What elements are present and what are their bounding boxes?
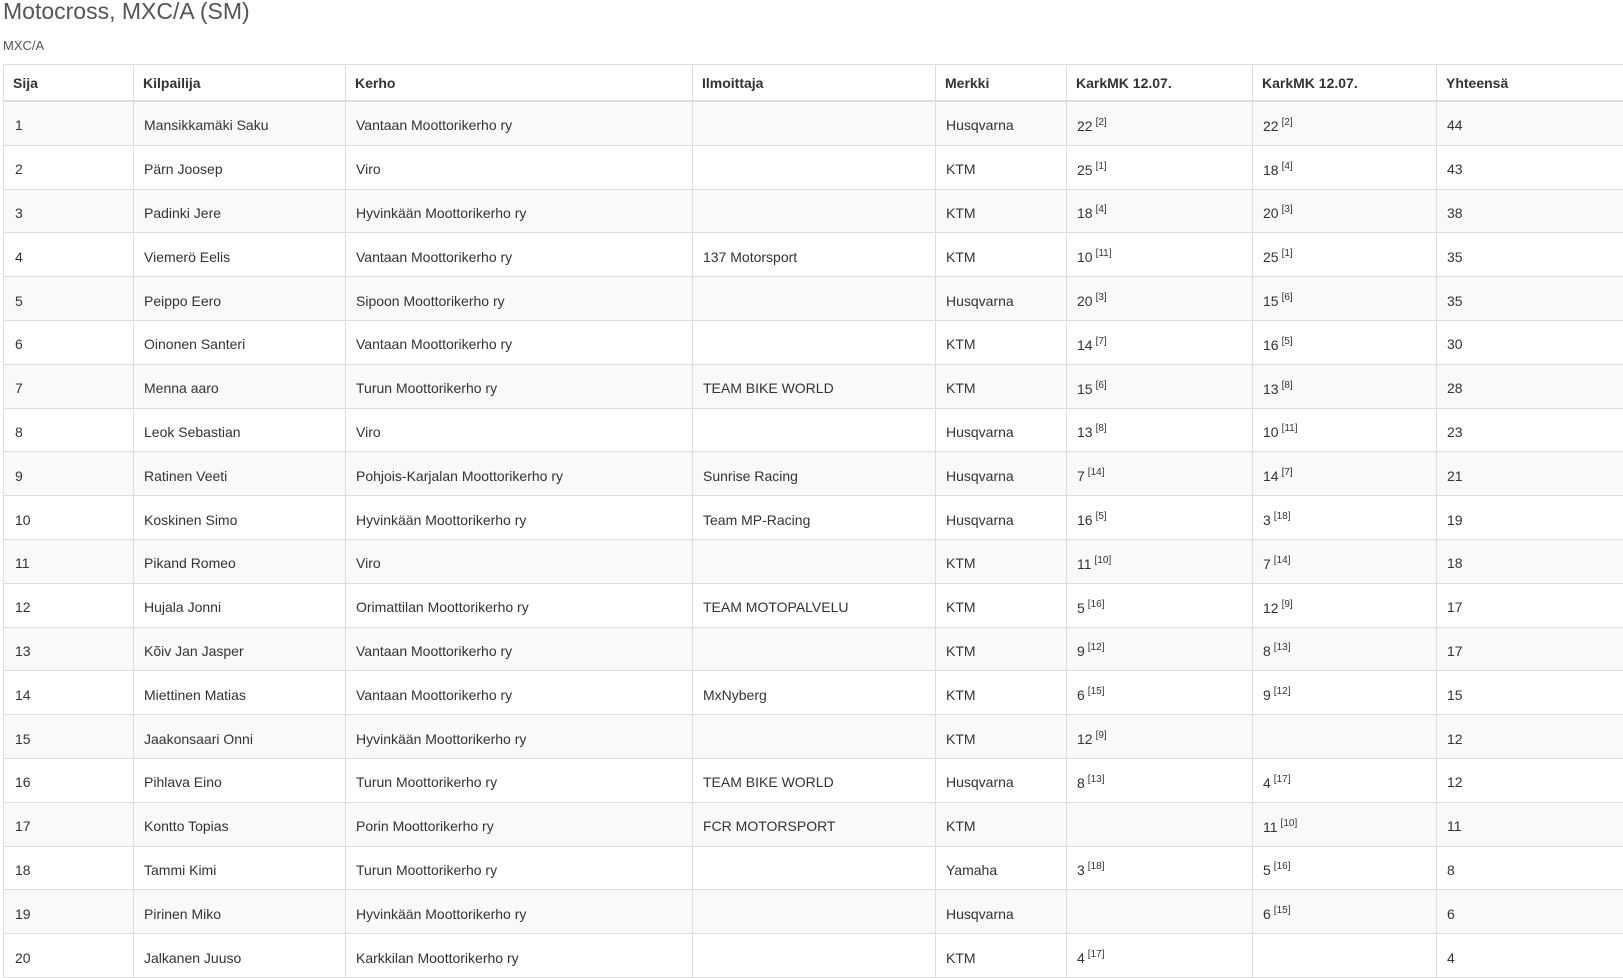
cell-entrant (693, 145, 936, 189)
cell-brand: Husqvarna (936, 890, 1067, 934)
race-points: 13 (1263, 381, 1279, 397)
cell-race-2 (1253, 320, 1437, 364)
cell-total-points: 6 (1437, 890, 1623, 934)
cell-rider-name: Pikand Romeo (134, 539, 346, 583)
cell-position: 4 (4, 233, 134, 277)
cell-position: 13 (4, 627, 134, 671)
race-points: 7 (1077, 468, 1085, 484)
cell-club: Viro (346, 408, 693, 452)
column-header-sija[interactable]: Sija (4, 65, 134, 102)
race-placement: [10] (1281, 818, 1298, 829)
cell-race-1 (1067, 320, 1253, 364)
cell-club: Karkkilan Moottorikerho ry (346, 934, 693, 978)
race-points: 10 (1263, 424, 1279, 440)
cell-club: Vantaan Moottorikerho ry (346, 101, 693, 145)
cell-race-1 (1067, 277, 1253, 321)
race-placement: [6] (1282, 292, 1293, 303)
table-body (4, 101, 1623, 977)
cell-position: 16 (4, 758, 134, 802)
page-title: Motocross, MXC/A (SM) (3, 0, 250, 25)
cell-race-1 (1067, 189, 1253, 233)
cell-brand: KTM (936, 233, 1067, 277)
cell-position: 14 (4, 671, 134, 715)
race-placement: [11] (1096, 248, 1112, 259)
cell-rider-name: Padinki Jere (134, 189, 346, 233)
cell-total-points: 19 (1437, 496, 1623, 540)
race-points: 20 (1263, 205, 1279, 221)
race-points: 20 (1077, 293, 1093, 309)
race-placement: [5] (1282, 336, 1293, 347)
race-placement: [7] (1096, 336, 1107, 347)
cell-club: Turun Moottorikerho ry (346, 364, 693, 408)
cell-total-points: 44 (1437, 101, 1623, 145)
cell-race-2 (1253, 890, 1437, 934)
table-row (4, 277, 1623, 321)
cell-race-1 (1067, 496, 1253, 540)
race-placement: [12] (1088, 642, 1105, 653)
race-placement: [14] (1088, 467, 1105, 478)
race-placement: [2] (1096, 117, 1107, 128)
race-placement: [14] (1274, 555, 1291, 566)
cell-race-2 (1253, 934, 1437, 978)
table-header (4, 65, 1623, 102)
table-row (4, 671, 1623, 715)
cell-entrant (693, 539, 936, 583)
race-placement: [8] (1096, 423, 1107, 434)
cell-club: Hyvinkään Moottorikerho ry (346, 496, 693, 540)
race-placement: [16] (1088, 599, 1105, 610)
table-row (4, 101, 1623, 145)
cell-race-2 (1253, 846, 1437, 890)
cell-race-2 (1253, 583, 1437, 627)
table-row (4, 320, 1623, 364)
column-header-kilpailija[interactable]: Kilpailija (134, 65, 346, 102)
cell-entrant: TEAM BIKE WORLD (693, 758, 936, 802)
cell-race-2 (1253, 671, 1437, 715)
cell-position: 11 (4, 539, 134, 583)
race-placement: [15] (1274, 905, 1291, 916)
cell-race-1 (1067, 715, 1253, 759)
cell-race-2 (1253, 802, 1437, 846)
cell-position: 10 (4, 496, 134, 540)
table-row (4, 145, 1623, 189)
cell-club: Vantaan Moottorikerho ry (346, 671, 693, 715)
table-row (4, 452, 1623, 496)
table-row (4, 233, 1623, 277)
race-placement: [11] (1282, 423, 1298, 434)
cell-race-2 (1253, 364, 1437, 408)
race-points: 15 (1077, 381, 1093, 397)
cell-brand: KTM (936, 320, 1067, 364)
cell-race-2 (1253, 758, 1437, 802)
race-points: 8 (1077, 775, 1085, 791)
column-header-race-1[interactable]: KarkMK 12.07. (1067, 65, 1253, 102)
race-points: 25 (1263, 249, 1279, 265)
cell-entrant (693, 320, 936, 364)
cell-position: 6 (4, 320, 134, 364)
cell-rider-name: Jalkanen Juuso (134, 934, 346, 978)
race-placement: [5] (1096, 511, 1107, 522)
race-placement: [7] (1282, 467, 1293, 478)
cell-race-2 (1253, 145, 1437, 189)
table-row (4, 627, 1623, 671)
race-points: 8 (1263, 643, 1271, 659)
cell-total-points: 8 (1437, 846, 1623, 890)
cell-entrant: FCR MOTORSPORT (693, 802, 936, 846)
race-points: 22 (1077, 118, 1093, 134)
cell-rider-name: Miettinen Matias (134, 671, 346, 715)
race-points: 4 (1077, 950, 1085, 966)
cell-club: Orimattilan Moottorikerho ry (346, 583, 693, 627)
cell-race-1 (1067, 890, 1253, 934)
cell-brand: KTM (936, 145, 1067, 189)
race-placement: [17] (1088, 949, 1105, 960)
cell-race-1 (1067, 452, 1253, 496)
race-placement: [4] (1096, 204, 1107, 215)
cell-position: 3 (4, 189, 134, 233)
race-points: 18 (1263, 162, 1279, 178)
column-header-yhteensa[interactable]: Yhteensä (1437, 65, 1623, 102)
cell-race-2 (1253, 233, 1437, 277)
cell-total-points: 11 (1437, 802, 1623, 846)
cell-race-1 (1067, 233, 1253, 277)
cell-race-2 (1253, 452, 1437, 496)
cell-entrant (693, 627, 936, 671)
race-points: 10 (1077, 249, 1093, 265)
race-points: 9 (1263, 687, 1271, 703)
column-header-kerho[interactable]: Kerho (346, 65, 693, 102)
cell-club: Vantaan Moottorikerho ry (346, 320, 693, 364)
cell-total-points: 18 (1437, 539, 1623, 583)
race-placement: [12] (1274, 686, 1291, 697)
cell-race-1 (1067, 539, 1253, 583)
race-placement: [18] (1274, 511, 1291, 522)
cell-total-points: 15 (1437, 671, 1623, 715)
cell-position: 5 (4, 277, 134, 321)
cell-rider-name: Tammi Kimi (134, 846, 346, 890)
race-placement: [1] (1096, 161, 1107, 172)
cell-club: Hyvinkään Moottorikerho ry (346, 890, 693, 934)
table-row (4, 364, 1623, 408)
column-header-merkki[interactable]: Merkki (936, 65, 1067, 102)
cell-brand: Yamaha (936, 846, 1067, 890)
cell-entrant (693, 277, 936, 321)
race-placement: [16] (1274, 861, 1291, 872)
cell-brand: Husqvarna (936, 758, 1067, 802)
cell-total-points: 17 (1437, 627, 1623, 671)
race-points: 16 (1263, 337, 1279, 353)
cell-position: 12 (4, 583, 134, 627)
cell-entrant: 137 Motorsport (693, 233, 936, 277)
cell-race-2 (1253, 496, 1437, 540)
race-placement: [3] (1096, 292, 1107, 303)
cell-club: Pohjois-Karjalan Moottorikerho ry (346, 452, 693, 496)
race-points: 6 (1263, 906, 1271, 922)
race-points: 14 (1263, 468, 1279, 484)
cell-race-2 (1253, 101, 1437, 145)
cell-brand: KTM (936, 189, 1067, 233)
cell-total-points: 23 (1437, 408, 1623, 452)
cell-total-points: 21 (1437, 452, 1623, 496)
cell-position: 1 (4, 101, 134, 145)
cell-club: Hyvinkään Moottorikerho ry (346, 715, 693, 759)
cell-rider-name: Pirinen Miko (134, 890, 346, 934)
race-points: 15 (1263, 293, 1279, 309)
cell-rider-name: Jaakonsaari Onni (134, 715, 346, 759)
table-row (4, 189, 1623, 233)
cell-rider-name: Kontto Topias (134, 802, 346, 846)
race-points: 11 (1077, 556, 1092, 572)
cell-race-2 (1253, 715, 1437, 759)
cell-race-2 (1253, 189, 1437, 233)
table-row (4, 496, 1623, 540)
cell-entrant: TEAM MOTOPALVELU (693, 583, 936, 627)
cell-position: 19 (4, 890, 134, 934)
class-subtitle: MXC/A (3, 38, 44, 53)
cell-brand: KTM (936, 715, 1067, 759)
cell-race-1 (1067, 671, 1253, 715)
race-points: 18 (1077, 205, 1093, 221)
cell-race-1 (1067, 583, 1253, 627)
race-points: 9 (1077, 643, 1085, 659)
results-table-container (3, 64, 1623, 978)
cell-rider-name: Menna aaro (134, 364, 346, 408)
cell-brand: Husqvarna (936, 408, 1067, 452)
table-row (4, 758, 1623, 802)
cell-club: Viro (346, 539, 693, 583)
cell-total-points: 4 (1437, 934, 1623, 978)
race-points: 3 (1263, 512, 1271, 528)
cell-position: 8 (4, 408, 134, 452)
cell-brand: Husqvarna (936, 496, 1067, 540)
race-points: 11 (1263, 819, 1278, 835)
cell-position: 7 (4, 364, 134, 408)
cell-club: Turun Moottorikerho ry (346, 758, 693, 802)
race-placement: [2] (1282, 117, 1293, 128)
cell-rider-name: Pärn Joosep (134, 145, 346, 189)
table-row (4, 583, 1623, 627)
cell-entrant (693, 934, 936, 978)
cell-position: 2 (4, 145, 134, 189)
cell-entrant (693, 408, 936, 452)
race-points: 13 (1077, 424, 1093, 440)
race-points: 5 (1077, 600, 1085, 616)
cell-club: Turun Moottorikerho ry (346, 846, 693, 890)
race-placement: [1] (1282, 248, 1293, 259)
race-placement: [18] (1088, 861, 1105, 872)
table-row (4, 802, 1623, 846)
cell-rider-name: Kõiv Jan Jasper (134, 627, 346, 671)
cell-position: 15 (4, 715, 134, 759)
cell-rider-name: Leok Sebastian (134, 408, 346, 452)
race-points: 14 (1077, 337, 1093, 353)
table-row (4, 934, 1623, 978)
cell-rider-name: Oinonen Santeri (134, 320, 346, 364)
cell-brand: KTM (936, 364, 1067, 408)
results-table (3, 64, 1623, 978)
race-points: 5 (1263, 862, 1271, 878)
race-placement: [13] (1088, 774, 1105, 785)
cell-club: Vantaan Moottorikerho ry (346, 233, 693, 277)
cell-entrant (693, 846, 936, 890)
race-points: 12 (1077, 731, 1093, 747)
race-points: 4 (1263, 775, 1271, 791)
cell-entrant: MxNyberg (693, 671, 936, 715)
cell-brand: Husqvarna (936, 452, 1067, 496)
cell-club: Sipoon Moottorikerho ry (346, 277, 693, 321)
race-placement: [6] (1096, 380, 1107, 391)
race-points: 22 (1263, 118, 1279, 134)
cell-entrant (693, 101, 936, 145)
cell-brand: Husqvarna (936, 277, 1067, 321)
cell-entrant: TEAM BIKE WORLD (693, 364, 936, 408)
cell-position: 20 (4, 934, 134, 978)
race-points: 12 (1263, 600, 1279, 616)
cell-position: 18 (4, 846, 134, 890)
race-points: 16 (1077, 512, 1093, 528)
cell-race-1 (1067, 627, 1253, 671)
cell-race-1 (1067, 408, 1253, 452)
cell-entrant (693, 890, 936, 934)
race-placement: [3] (1282, 204, 1293, 215)
cell-brand: KTM (936, 627, 1067, 671)
race-points: 7 (1263, 556, 1271, 572)
cell-brand: KTM (936, 583, 1067, 627)
cell-entrant (693, 715, 936, 759)
cell-race-1 (1067, 364, 1253, 408)
race-placement: [4] (1282, 161, 1293, 172)
race-placement: [15] (1088, 686, 1105, 697)
cell-rider-name: Ratinen Veeti (134, 452, 346, 496)
cell-brand: KTM (936, 539, 1067, 583)
cell-rider-name: Koskinen Simo (134, 496, 346, 540)
cell-position: 9 (4, 452, 134, 496)
cell-brand: KTM (936, 934, 1067, 978)
cell-rider-name: Peippo Eero (134, 277, 346, 321)
cell-entrant: Sunrise Racing (693, 452, 936, 496)
table-row (4, 539, 1623, 583)
cell-club: Viro (346, 145, 693, 189)
cell-club: Vantaan Moottorikerho ry (346, 627, 693, 671)
race-points: 25 (1077, 162, 1093, 178)
cell-club: Porin Moottorikerho ry (346, 802, 693, 846)
table-row (4, 846, 1623, 890)
cell-race-2 (1253, 408, 1437, 452)
cell-rider-name: Viemerö Eelis (134, 233, 346, 277)
cell-race-2 (1253, 277, 1437, 321)
cell-race-1 (1067, 934, 1253, 978)
race-points: 6 (1077, 687, 1085, 703)
cell-race-1 (1067, 802, 1253, 846)
race-placement: [10] (1095, 555, 1112, 566)
cell-brand: Husqvarna (936, 101, 1067, 145)
cell-rider-name: Mansikkamäki Saku (134, 101, 346, 145)
column-header-race-2[interactable]: KarkMK 12.07. (1253, 65, 1437, 102)
cell-rider-name: Hujala Jonni (134, 583, 346, 627)
cell-rider-name: Pihlava Eino (134, 758, 346, 802)
race-placement: [17] (1274, 774, 1291, 785)
cell-brand: KTM (936, 671, 1067, 715)
race-points: 3 (1077, 862, 1085, 878)
cell-race-1 (1067, 758, 1253, 802)
cell-race-2 (1253, 627, 1437, 671)
header-row (4, 65, 1623, 102)
cell-total-points: 43 (1437, 145, 1623, 189)
cell-brand: KTM (936, 802, 1067, 846)
cell-total-points: 38 (1437, 189, 1623, 233)
column-header-ilmoittaja[interactable]: Ilmoittaja (693, 65, 936, 102)
cell-total-points: 17 (1437, 583, 1623, 627)
cell-club: Hyvinkään Moottorikerho ry (346, 189, 693, 233)
cell-race-1 (1067, 145, 1253, 189)
cell-total-points: 30 (1437, 320, 1623, 364)
race-placement: [13] (1274, 642, 1291, 653)
race-placement: [9] (1282, 599, 1293, 610)
cell-total-points: 12 (1437, 758, 1623, 802)
table-row (4, 408, 1623, 452)
cell-race-1 (1067, 101, 1253, 145)
cell-position: 17 (4, 802, 134, 846)
cell-total-points: 28 (1437, 364, 1623, 408)
cell-total-points: 35 (1437, 233, 1623, 277)
cell-entrant: Team MP-Racing (693, 496, 936, 540)
race-placement: [8] (1282, 380, 1293, 391)
race-placement: [9] (1096, 730, 1107, 741)
cell-entrant (693, 189, 936, 233)
cell-total-points: 12 (1437, 715, 1623, 759)
table-row (4, 715, 1623, 759)
cell-race-2 (1253, 539, 1437, 583)
cell-total-points: 35 (1437, 277, 1623, 321)
table-row (4, 890, 1623, 934)
cell-race-1 (1067, 846, 1253, 890)
